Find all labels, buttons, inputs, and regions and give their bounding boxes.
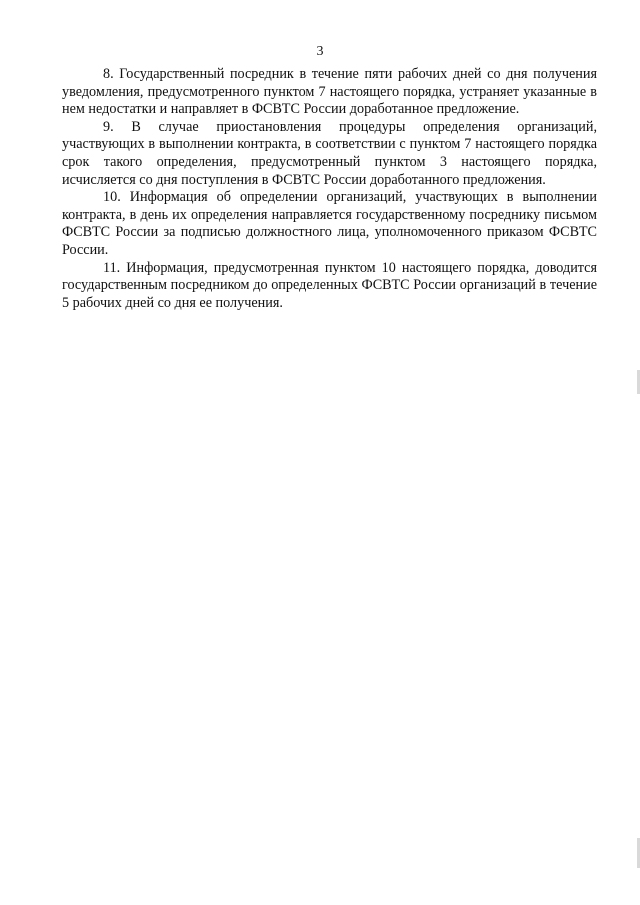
page-number: 3 (316, 44, 324, 59)
paragraph-8: 8. Государственный посредник в течение пяти рабочих дней со дня получения уведомления, предусмотренного пунктом 7 настоящего порядка, устраняет указанные в нем недостатки и направляет в ФСВТС России доработанное предложение. (62, 66, 597, 118)
document-body (62, 66, 597, 312)
paragraph-9: 9. В случае приостановления процедуры определения организаций, участвующих в выполнении контракта, в соответствии с пунктом 7 настоящего порядка срок такого определения, предусмотренный пунктом 3 настоящего порядка, исчисляется со дня поступления в ФСВТС России доработанного предложения. (62, 118, 597, 188)
paragraph-10: 10. Информация об определении организаций, участвующих в выполнении контракта, в день их определения направляется государственному посреднику письмом ФСВТС России за подписью должностного лица, уполномоченного приказом ФСВТС России. (62, 189, 597, 258)
paragraph-11: 11. Информация, предусмотренная пунктом 10 настоящего порядка, доводится государственным посредником до определенных ФСВТС России организаций в течение 5 рабочих дней со дня ее получения. (62, 259, 597, 311)
